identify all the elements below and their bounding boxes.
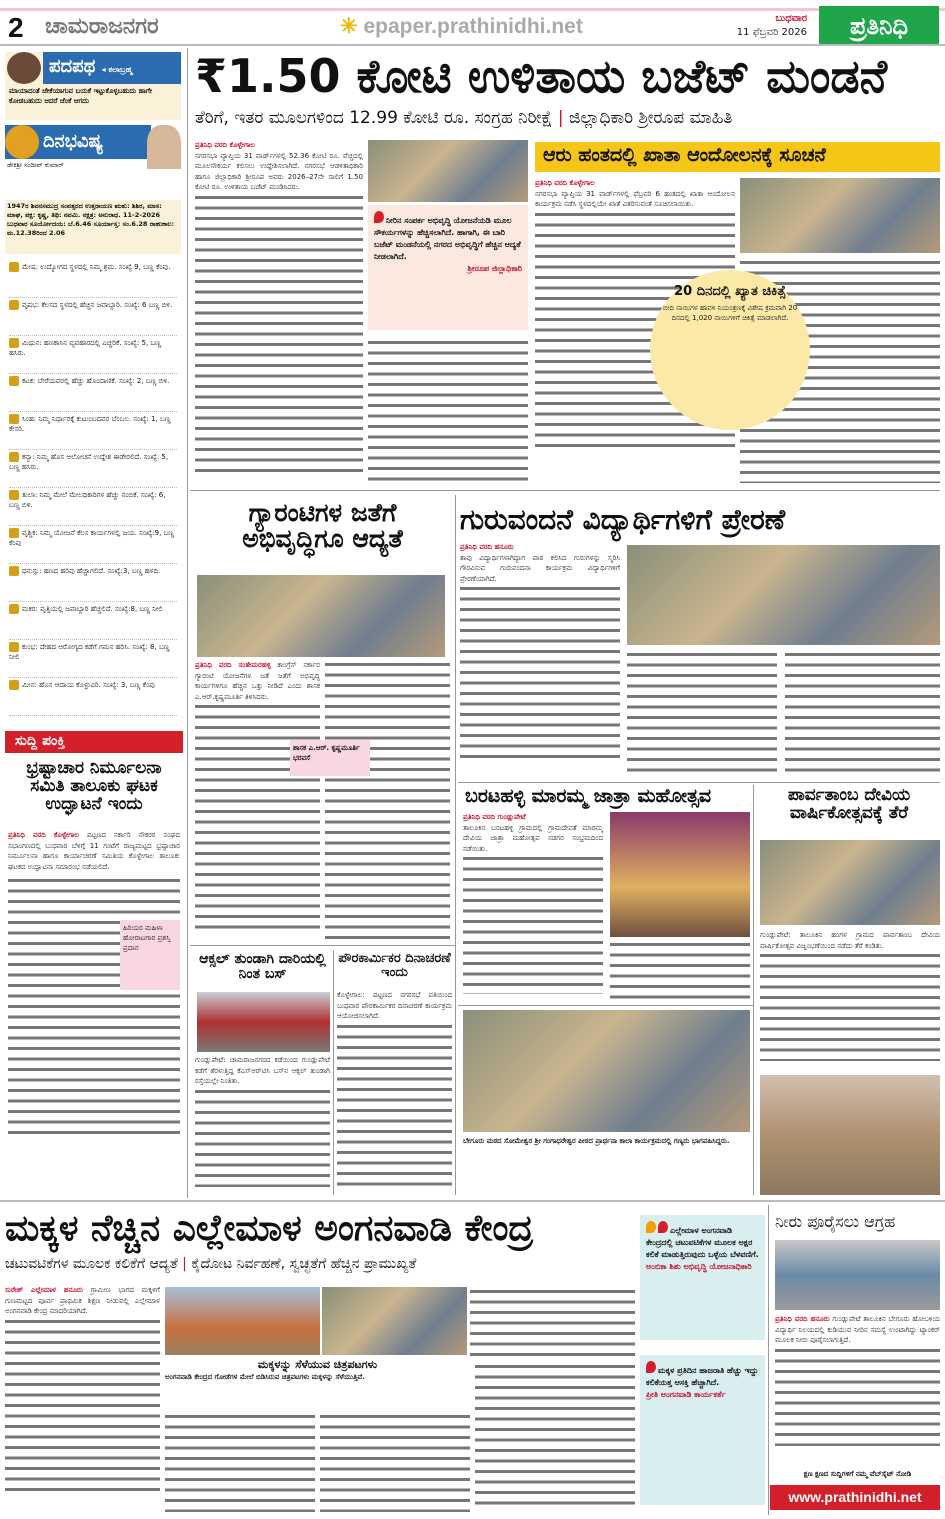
guru-text-3	[785, 650, 940, 777]
parvathamba-headline: ಪಾರ್ವತಾಂಬ ದೇವಿಯ ವಾರ್ಷಿಕೋತ್ಸವಕ್ಕೆ ತೆರೆ	[787, 785, 911, 823]
zodiac-sign-icon	[9, 566, 19, 576]
caption-text: ಅಂಗನವಾಡಿ ಕೇಂದ್ರದ ಗೋಡೆಗಳ ಮೇಲೆ ಬಿಡಿಸಿರುವ ಚಿತ್ರಪಟಗಳು ಮಕ್ಕಳನ್ನು ಸೆಳೆಯುತ್ತಿವೆ.	[165, 1373, 365, 1381]
horoscope-item	[9, 412, 177, 450]
zodiac-sign-icon	[9, 452, 19, 462]
quote-author: ಪ್ರೀತಿ ಅಂಗನವಾಡಿ ಕಾರ್ಯಕರ್ತೆ	[646, 1390, 726, 1399]
mutt-event-caption: ಬೇಗೂರು ಮಠದ ಸೋಮೇಶ್ವರ ಶ್ರೀ ಗಂಗಾಧರೇಶ್ವರ ಪೀಠದ ಪ್ರಾರ್ಥನಾ ಕಾಲಾ ಕಾರ್ಯಕ್ರಮದಲ್ಲಿ ಗಣ್ಯರು ಭಾಗವಹಿಸಿದ್ದರು.	[463, 1137, 730, 1145]
issue-date	[712, 12, 807, 40]
divider	[190, 945, 455, 946]
horoscope-list	[5, 258, 181, 728]
callout-title: 20 ದಿನದಲ್ಲಿ ಖ್ಯಾತ ಚಿಕಿತ್ಸೆ	[674, 284, 786, 299]
anganawadi-text-2	[470, 1287, 635, 1357]
anganawadi-quote-1: ಎಲ್ಲೇಮಾಳ ಅಂಗನವಾಡಿ ಕೇಂದ್ರದಲ್ಲಿ ಚಟುವಟಿಕೆಗಳ ಮೂಲಕ ಅಕ್ಷರ ಕಲಿಕೆ ಮಾಡುತ್ತಿರುವುದು ಒಳ್ಳೆಯ ಬೆಳವಣಿಗೆ. ಅಂಬಿಕಾ ಶಿಶು ಅಭಿವೃದ್ಧಿ ಯೋಜನಾಧಿಕಾರಿ	[640, 1215, 765, 1340]
khata-meeting-photo	[740, 178, 940, 253]
epaper-url[interactable]	[340, 14, 583, 39]
page-number: 2	[8, 12, 24, 43]
divider	[0, 1200, 945, 1202]
bus-photo	[197, 992, 330, 1052]
dateline: ಪ್ರತಿನಿಧಿ ವರದಿ ಕೊಳ್ಳೇಗಾಲ	[195, 141, 255, 149]
khata-callout	[650, 270, 810, 430]
zodiac-sign-icon	[9, 604, 19, 614]
cattle-photo	[760, 1075, 940, 1195]
zodiac-wheel-icon	[5, 125, 39, 159]
anganawadi-text-3	[165, 1412, 315, 1512]
horoscope-item	[9, 678, 177, 716]
anganawadi-headline: ಮಕ್ಕಳ ನೆಚ್ಚಿನ ಎಲ್ಲೇಮಾಳ ಅಂಗನವಾಡಿ ಕೇಂದ್ರ	[5, 1208, 534, 1249]
horoscope-item	[9, 260, 177, 298]
anganawadi-building-photo	[165, 1287, 320, 1355]
horoscope-text: ವೃಶ್ಚಿಕ: ನಿಮ್ಮ ಯೋಜನೆ ಕೆಲಸ ಕಾರ್ಯಗಳಲ್ಲಿ ಜಯ. ಸಂಖ್ಯೆ:9, ಬಣ್ಣ ಕೆಂಪು	[9, 529, 175, 547]
guarantee-text: ಕಾಂಗ್ರೆಸ್ ಸರ್ಕಾರ ಗ್ಯಾರಂಟಿ ಯೋಜನೆಗಳ ಜತೆ ಜತೆಗೆ ಅಭಿವೃದ್ಧಿ ಕಾರ್ಯಗಳಿಗೂ ಹೆಚ್ಚಿನ ಒತ್ತು ನೀಡಿದೆ ಎಂದು ಶಾಸಕ ಎ.ಆರ್.ಕೃಷ್ಣಮೂರ್ತಿ ತಿಳಿಸಿದರು.	[195, 661, 320, 701]
lead-headline: ₹1.50 ಕೋಟಿ ಉಳಿತಾಯ ಬಜೆಟ್ ಮಂಡನೆ	[195, 49, 888, 103]
horoscope-text: ವೃಷಭ: ಕೆಲಸದ ಸ್ಥಳದಲ್ಲಿ ಹೆಚ್ಚಿನ ಜವಾಬ್ದಾರಿ. ಸಂಖ್ಯೆ: 6 ಬಣ್ಣ ಬಿಳಿ.	[22, 301, 173, 309]
caption-title: ಮಕ್ಕಳನ್ನು ಸೆಳೆಯುವ ಚಿತ್ರಪಟಗಳು	[257, 1358, 378, 1371]
divider	[458, 782, 940, 783]
horoscope-item	[9, 602, 177, 640]
quote-icon	[646, 1221, 656, 1233]
padapatha-title: ಪದಪಥ ◂ ಕಲಾಬ್ರಹ್ಮ	[43, 52, 181, 84]
horoscope-text: ಸಿಂಹ: ನಿಮ್ಮ ನಿರ್ಧಾರಕ್ಕೆ ಕುಟುಂಬದವರ ಬೆಂಬಲ. ಸಂಖ್ಯೆ: 1, ಬಣ್ಣ ಕೇಸರಿ.	[9, 415, 171, 433]
horoscope-item	[9, 298, 177, 336]
parvathamba-photo	[760, 840, 940, 925]
jathre-photo	[610, 812, 750, 937]
guarantee-body: ಪ್ರತಿನಿಧಿ ವರದಿ ಸಂತೇಮರಹಳ್ಳಿ ಕಾಂಗ್ರೆಸ್ ಸರ್ಕಾರ ಗ್ಯಾರಂಟಿ ಯೋಜನೆಗಳ ಜತೆ ಜತೆಗೆ ಅಭಿವೃದ್ಧಿ ಕಾರ್ಯಗಳಿಗೂ ಹೆಚ್ಚಿನ ಒತ್ತು ನೀಡಿದೆ ಎಂದು ಶಾಸಕ ಎ.ಆರ್.ಕೃಷ್ಣಮೂರ್ತಿ ತಿಳಿಸಿದರು.	[195, 660, 320, 940]
lead-text: ನಗರಸಭಾ ವ್ಯಾಪ್ತಿಯ 31 ವಾರ್ಡ್‌ಗಳಲ್ಲಿ 52.36 ಕೋಟಿ ರೂ. ವೆಚ್ಚದಲ್ಲಿ ಮೂಲಸೌಕರ್ಯ ಕಲಿಸಲು ಉದ್ದೇಶಿಸಲಾಗಿದೆ. ನಗರಸಭೆ ಆಡಳಿತಾಧಿಕಾರಿ ಹಾಗೂ ಜಿಲ್ಲಾಧಿಕಾರಿ ಶ್ರೀರೂಪ ಅವರು 2026–27ನೇ ಸಾಲಿಗೆ 1.50 ಕೋಟಿ ರೂ. ಉಳಿತಾಯ ಬಜೆಟ್ ಮಂಡಿಸಿದರು.	[195, 151, 363, 191]
jathre-text: ತಾಲೂಕಿನ ಬರಟಹಳ್ಳಿ ಗ್ರಾಮದಲ್ಲಿ ಗ್ರಾಮದೇವತೆ ಮಾರಮ್ಮ ದೇವಿಯ ಜಾತ್ರಾ ಮಹೋತ್ಸವ ಸಡಗರ ಸಂಭ್ರಮದಿಂದ ನಡೆಯಿತು.	[463, 823, 603, 853]
zodiac-sign-icon	[9, 490, 19, 500]
zodiac-sign-icon	[9, 414, 19, 424]
suddi-label: ಸುದ್ದಿ ಪಂಕ್ತಿ	[5, 731, 183, 753]
mutt-event-photo	[463, 1010, 750, 1132]
anganawadi-text: ಗ್ರಾಮೀಣ ಭಾಗದ ಮಕ್ಕಳಿಗೆ ಗುಣಮಟ್ಟದ ಪೂರ್ವ ಪ್ರಾಥಮಿಕ ಶಿಕ್ಷಣ ನೀಡುವಲ್ಲಿ ಎಲ್ಲೇಮಾಳ ಅಂಗನವಾಡಿ ಕೇಂದ್ರ ಮಾದರಿಯಾಗಿದೆ.	[5, 1286, 160, 1315]
anganawadi-quote-2: ಮಕ್ಕಳ ಪ್ರತಿದಿನ ಹಾಜರಾತಿ ಹೆಚ್ಚು ಇದ್ದು ಕಲಿಕೆಯತ್ತ ಆಸಕ್ತಿ ಹೆಚ್ಚಾಗಿದೆ. ಪ್ರೀತಿ ಅಂಗನವಾಡಿ ಕಾರ್ಯಕರ್ತೆ	[640, 1355, 765, 1505]
suddi-headline: ಭ್ರಷ್ಟಾಚಾರ ನಿರ್ಮೂಲನಾ ಸಮಿತಿ ತಾಲೂಕು ಘಟಕ ಉದ್ಘಾಟನೆ ಇಂದು	[26, 758, 162, 814]
callout-text: ಬೀದಿ ನಾಯಿಗಳ ಹಾವಳಿ ನಿಯಂತ್ರಣಕ್ಕೆ ವಿಶೇಷ ಕ್ರಮವಾಗಿ 20 ದಿನದಲ್ಲಿ 1,020 ನಾಯಿಗಳಿಗೆ ಚಿಕಿತ್ಸೆ ಮಾಡಲಾಗಿದೆ.	[662, 304, 798, 322]
guru-headline: ಗುರುವಂದನೆ ವಿದ್ಯಾರ್ಥಿಗಳಿಗೆ ಪ್ರೇರಣೆ	[460, 503, 786, 536]
horoscope-text: ಕಟಕ: ಬೇರೆಯವರಲ್ಲಿ ಹೆಚ್ಚು ಹೊಂದಾಣಿಕೆ. ಸಂಖ್ಯೆ: 2, ಬಣ್ಣ ಬಿಳಿ.	[22, 377, 170, 385]
guarantee-headline: ಗ್ಯಾರಂಟಿಗಳ ಜತೆಗೆ ಅಭಿವೃದ್ಧಿಗೂ ಆದ್ಯತೆ	[242, 498, 403, 554]
zodiac-sign-icon	[9, 680, 19, 690]
horoscope-item	[9, 488, 177, 526]
astrologer-name: ಡೇಕಿಶ್ರೀ ಸಂದೀಪ್ ಕುಮಾರ್	[7, 161, 64, 169]
jathre-headline: ಬರಟಹಳ್ಳಿ ಮಾರಮ್ಮ ಜಾತ್ರಾ ಮಹೋತ್ಸವ	[465, 785, 712, 807]
horoscope-text: ಮೇಷ: ಉದ್ಯೋಗದ ಸ್ಥಳದಲ್ಲಿ ನಿಮ್ಮ ಶ್ರಮ. ಸಂಖ್ಯೆ 9, ಬಣ್ಣ ಕೆಂಪು.	[22, 263, 171, 271]
dateline: ಪ್ರತಿನಿಧಿ ವರದಿ ಕೊಳ್ಳೇಗಾಲ	[535, 179, 595, 187]
guarantee-tag: ಶಾಸಕ ಎ.ಆರ್. ಕೃಷ್ಣಮೂರ್ತಿ ಭರವಸೆ	[290, 740, 370, 776]
suddi-body	[8, 830, 180, 1195]
zodiac-sign-icon	[9, 376, 19, 386]
guarantee-photo	[197, 575, 445, 657]
day: ಬುಧವಾರ	[775, 13, 807, 24]
anganawadi-text-5	[475, 1362, 635, 1512]
guarantee-text-continued	[325, 660, 450, 940]
padapatha-text: ಮಾಯಾದಂತೆ ಜೇಕೆಯಾಗುವ ಬಯಕೆ ಇಟ್ಟುಕೊಳ್ಳಬಹುದು ಹಾಗೇ ಕೋಡಬಹುದು ಆದರೆ ಜೆಂಕೆ ಆಗದು	[9, 87, 152, 105]
horoscope-item	[9, 374, 177, 412]
horoscope-text: ಕುಂಭ: ದೇಹದ ಆರೋಗ್ಯದ ಕಡೆಗೆ ಗಮನ ಹರಿಸಿ. ಸಂಖ್ಯೆ: 8, ಬಣ್ಣ ನೀಲಿ	[9, 643, 170, 661]
divider	[458, 1005, 753, 1006]
bus-text: ಗುಂಡ್ಲುಪೇಟೆ: ಚಾಮರಾಜನಗರದ ಕಡೆಯಿಂದ ಗುಂಡ್ಲುಪೇಟೆ ಕಡೆಗೆ ತೆರಳುತ್ತಿದ್ದ ಕೆಎಸ್ಆರ್‌ಟಿಸಿ ಬಸ್‌ನ ಆಕ್ಸಲ್ ತುಂಡಾಗಿ ರಸ್ತೆಯಲ್ಲೇ ನಿಂತಿತು.	[195, 1056, 330, 1085]
horoscope-item	[9, 336, 177, 374]
horoscope-item	[9, 526, 177, 564]
lead-quote: ನೀರಿನ ಸಂಪರ್ಕ ಅಭಿವೃದ್ಧಿ ಯೋಜನೆಯಡಿ ಮೂಲ ಸೌಕರ್ಯಗಳನ್ನು ಹೆಚ್ಚಿಸಲಾಗಿದೆ. ಹಾಗಾಗಿ, ಈ ಬಾರಿ ಬಜೆಟ್ ಮಂಡನೆಯಲ್ಲಿ ನಗರದ ಅಭಿವೃದ್ಧಿಗೆ ಹೆಚ್ಚಿನ ಆದ್ಯತೆ ನೀಡಲಾಗಿದೆ. ಶ್ರೀರೂಪ ಜಿಲ್ಲಾಧಿಕಾರಿ	[368, 205, 528, 330]
khata-text: ನಗರಸಭಾ ವ್ಯಾಪ್ತಿಯ 31 ವಾರ್ಡ್‌ಗಳಲ್ಲಿ ಫೆಬ್ರವರಿ 6 ಹಂತದಲ್ಲಿ ಖಾತಾ ಆಂದೋಲನ ಕಾರ್ಯಕ್ರಮ ನಡೆಸಿ ಸ್ಥಳದಲ್ಲಿಯೇ ಖಾತೆ ವಿತರಿಸುವಂತೆ ಸೂಚಿಸಲಾಯಿತು.	[535, 189, 735, 208]
quote-icon	[646, 1361, 656, 1373]
horoscope-text: ಮಕರ: ವೃತ್ತಿಯಲ್ಲಿ ಜವಾಬ್ದಾರಿ ಹೆಚ್ಚಲಿದೆ. ಸಂಖ್ಯೆ:8, ಬಣ್ಣ ನೀಲಿ	[22, 605, 163, 613]
lead-text-continued	[368, 338, 528, 483]
anganawadi-subhead: ಚಟುವಟಿಕೆಗಳ ಮೂಲಕ ಕಲಿಕೆಗೆ ಆದ್ಯತೆ | ಕೈದೋಟ ನಿರ್ವಹಣೆ, ಸ್ವಚ್ಛತೆಗೆ ಹೆಚ್ಚಿನ ಪ್ರಾಮುಖ್ಯತೆ	[5, 1256, 417, 1272]
column-divider	[753, 785, 754, 1195]
column-divider	[333, 950, 334, 1195]
panchanga: 1947ರ ಶಿವನಸಮುದ್ರ ಸಂವತ್ಸರದ ಉತ್ತರಾಯಣ ಋತು: ಶಿಶಿರ, ಮಾಸ: ಮಾಘ, ಪಕ್ಷ: ಕೃಷ್ಣ, ತಿಥಿ: ನವಮಿ. ನಕ್ಷತ್ರ: ಅನುರಾಧ. 11-2-2026 ಬುಧವಾರ ಸೂರ್ಯೋದಯ: ಬೆ.6.46 ಸೂರ್ಯಾಸ್ತ: ಸಂ.6.28 ರಾಹುಕಾಲ: ಮ.12.38ರಿಂದ 2.06	[5, 200, 181, 254]
zodiac-sign-icon	[9, 642, 19, 652]
anganawadi-children-photo	[322, 1287, 467, 1355]
suddi-text: ಪಟ್ಟಣದ ಸರ್ಕಾರಿ ನೌಕರರ ಸಂಘದ ಸಭಾಂಗಣದಲ್ಲಿ ಬುಧವಾರ ಬೆಳಿಗ್ಗೆ 11 ಗಂಟೆಗೆ ರಾಜ್ಯಮಟ್ಟದ ಭ್ರಷ್ಟಾಚಾರ ನಿರ್ಮೂಲನಾ ಹಾಗೂ ಕಾರ್ಯಾಚರಣೆ ಸಮಿತಿಯ ಕೊಳ್ಳೇಗಾಲ ತಾಲೂಕು ಘಟಕದ ಉದ್ಘಾಟನಾ ಸಮಾರಂಭ ನಡೆಯಲಿದೆ.	[8, 831, 180, 871]
water-text: ಗುಂಡ್ಲುಪೇಟೆ ತಾಲೂಕಿನ ಬೇಗೂರು ಹೋಬಳಿಯ ವಿದ್ಯಾರ್ಥಿ ನಿಲಯದಲ್ಲಿ ಕುಡಿಯುವ ನೀರಿನ ಸಮಸ್ಯೆ ಉಂಟಾಗಿದ್ದು ಟ್ಯಾಂಕರ್ ಮೂಲಕ ನೀರು ಪೂರೈಸಲಾಗುತ್ತಿದೆ.	[775, 1315, 940, 1344]
horoscope-item	[9, 450, 177, 488]
khata-headline: ಆರು ಹಂತದಲ್ಲಿ ಖಾತಾ ಆಂದೋಲನಕ್ಕೆ ಸೂಚನೆ	[535, 142, 940, 172]
guru-photo	[627, 545, 940, 645]
top-border	[0, 8, 945, 11]
dinabhavishya-box	[5, 125, 181, 200]
divider	[190, 490, 940, 491]
astrologer-photo	[147, 125, 181, 169]
horoscope-text: ಕನ್ಯಾ: ನಿಮ್ಮ ಹೊಸ ಆಲೋಚನೆ ಉದ್ದೇಶ ಈಡೇರಲಿದೆ. ಸಂಖ್ಯೆ: 5, ಬಣ್ಣ ಹಸಿರು.	[9, 453, 169, 471]
jathre-caption	[610, 940, 750, 1002]
column-divider	[187, 48, 188, 1198]
lead-subhead: ತೆರಿಗೆ, ಇತರ ಮೂಲಗಳಿಂದ 12.99 ಕೋಟಿ ರೂ. ಸಂಗ್ರಹ ನಿರೀಕ್ಷೆ | ಜಿಲ್ಲಾಧಿಕಾರಿ ಶ್ರೀರೂಪ ಮಾಹಿತಿ	[195, 108, 733, 128]
budget-meeting-photo	[368, 140, 528, 202]
lead-body	[195, 140, 363, 485]
water-body: ಪ್ರತಿನಿಧಿ ವರದಿ ಹನೂರು ಗುಂಡ್ಲುಪೇಟೆ ತಾಲೂಕಿನ ಬೇಗೂರು ಹೋಬಳಿಯ ವಿದ್ಯಾರ್ಥಿ ನಿಲಯದಲ್ಲಿ ಕುಡಿಯುವ ನೀರಿನ ಸಮಸ್ಯೆ ಉಂಟಾಗಿದ್ದು ಟ್ಯಾಂಕರ್ ಮೂಲಕ ನೀರು ಪೂರೈಸಲಾಗುತ್ತಿದೆ.	[775, 1314, 940, 1464]
anganawadi-text-4	[320, 1412, 470, 1512]
zodiac-sign-icon	[9, 528, 19, 538]
zodiac-sign-icon	[9, 300, 19, 310]
dateline: ಪ್ರತಿನಿಧಿ ವರದಿ ಕೊಳ್ಳೇಗಾಲ	[8, 831, 80, 839]
column-divider	[455, 495, 456, 1195]
guru-text-2	[627, 650, 777, 777]
section-name: ಚಾಮರಾಜನಗರ	[45, 14, 159, 39]
bus-headline: ಆಕ್ಸಲ್ ತುಂಡಾಗಿ ದಾರಿಯಲ್ಲಿ ನಿಂತ ಬಸ್	[199, 951, 326, 982]
zodiac-sign-icon	[9, 338, 19, 348]
guru-text: ತಾವು ವಿದ್ಯಾರ್ಥಿಗಳಾಗಿದ್ದಾಗ ಪಾಠ ಕಲಿಸಿದ ಗುರುಗಳನ್ನು ಸ್ಮರಿಸಿ ಗೌರವಿಸುವ ಗುರುವಂದನಾ ಕಾರ್ಯಕ್ರಮ ವಿದ್ಯಾರ್ಥಿಗಳಿಗೆ ಪ್ರೇರಣೆಯಾಗಿದೆ.	[460, 553, 620, 583]
parvathamba-text: ಗುಂಡ್ಲುಪೇಟೆ: ತಾಲೂಕಿನ ಹಂಗಳ ಗ್ರಾಮದ ಪಾರ್ವತಾಂಬ ದೇವಿಯ ವಾರ್ಷಿಕೋತ್ಸವ ವಿಜೃಂಭಣೆಯಿಂದ ನಡೆದು ತೆರೆ ಕಂಡಿತು.	[760, 931, 940, 950]
quote-author: ಅಂಬಿಕಾ ಶಿಶು ಅಭಿವೃದ್ಧಿ ಯೋಜನಾಧಿಕಾರಿ	[646, 1262, 752, 1271]
columnist-photo	[7, 52, 41, 84]
jathre-body: ಪ್ರತಿನಿಧಿ ವರದಿ ಗುಂಡ್ಲುಪೇಟೆ ತಾಲೂಕಿನ ಬರಟಹಳ್ಳಿ ಗ್ರಾಮದಲ್ಲಿ ಗ್ರಾಮದೇವತೆ ಮಾರಮ್ಮ ದೇವಿಯ ಜಾತ್ರಾ ಮಹೋತ್ಸವ ಸಡಗರ ಸಂಭ್ರಮದಿಂದ ನಡೆಯಿತು.	[463, 812, 603, 1002]
website-link[interactable]: www.prathinidhi.net	[770, 1485, 940, 1510]
quote-icon	[374, 211, 384, 223]
padapatha-box	[5, 52, 181, 120]
horoscope-text: ಧನುಸ್ಸು: ಹಣದ ಹರಿವು ಹೆಚ್ಚಾಗಲಿದೆ. ಸಂಖ್ಯೆ:3, ಬಣ್ಣ ಹಳದಿ.	[22, 567, 161, 575]
horoscope-text: ಮೀನ: ಹೊಸ ಆದಾಯ ಕೊಳ್ಳುವಿರಿ. ಸಂಖ್ಯೆ: 3, ಬಣ್ಣ ಕೆಂಪು	[22, 681, 155, 689]
horoscope-text: ಮಿಥುನ: ಹಣಕಾಸಿನ ವ್ಯವಹಾರದಲ್ಲಿ ಎಚ್ಚರಿಕೆ. ಸಂಖ್ಯೆ: 5, ಬಣ್ಣ ಹಸಿರು.	[9, 339, 162, 357]
pourakarmika-text: ಕೊಳ್ಳೇಗಾಲ: ಪಟ್ಟಣದ ನಗರಸಭೆ ವತಿಯಿಂದ ಬುಧವಾರ ಪೌರಕಾರ್ಮಿಕರ ದಿನಾಚರಣೆ ಕಾರ್ಯಕ್ರಮ ಆಯೋಜಿಸಲಾಗಿದೆ.	[337, 991, 452, 1020]
quote-author: ಶ್ರೀರೂಪ ಜಿಲ್ಲಾಧಿಕಾರಿ	[467, 264, 522, 273]
photo-caption-box	[165, 1358, 470, 1408]
water-tanker-photo	[775, 1240, 940, 1310]
zodiac-sign-icon	[9, 262, 19, 272]
horoscope-item	[9, 640, 177, 678]
guru-body: ಪ್ರತಿನಿಧಿ ವರದಿ ಹನೂರು ತಾವು ವಿದ್ಯಾರ್ಥಿಗಳಾಗಿದ್ದಾಗ ಪಾಠ ಕಲಿಸಿದ ಗುರುಗಳನ್ನು ಸ್ಮರಿಸಿ ಗೌರವಿಸುವ ಗುರುವಂದನಾ ಕಾರ್ಯಕ್ರಮ ವಿದ್ಯಾರ್ಥಿಗಳಿಗೆ ಪ್ರೇರಣೆಯಾಗಿದೆ.	[460, 542, 620, 777]
pourakarmika-headline: ಪೌರಕಾರ್ಮಿಕರ ದಿನಾಚರಣೆ ಇಂದು	[338, 951, 451, 980]
bus-body	[195, 1055, 330, 1195]
water-headline: ನೀರು ಪೂರೈಸಲು ಆಗ್ರಹ	[775, 1212, 896, 1231]
horoscope-text: ತುಲಾ: ನಿಮ್ಮ ಮೇಲೆ ಮೇಲಧಿಕಾರಿಗಳ ಹೆಚ್ಚು ನಂಬಿಕೆ. ಸಂಖ್ಯೆ: 6, ಬಣ್ಣ ಬಿಳಿ.	[9, 491, 166, 509]
date: 11 ಫೆಬ್ರವರಿ 2026	[736, 27, 807, 38]
masthead-logo: ಪ್ರತಿನಿಧಿ	[819, 6, 939, 46]
sparkle-icon: ✳	[340, 15, 358, 38]
website-promo: ಕ್ಷಣ ಕ್ಷಣದ ಸುದ್ದಿಗಳಿಗೆ ನಮ್ಮ ವೆಬ್‌ಸೈಟ್ ನೋಡಿ	[803, 1470, 912, 1478]
suddi-tag: ಹಿರಿಯರ ಮಹಿಳಾ ಹೋರಾಟಗಾರ ಪ್ರಶಸ್ತಿ ಪ್ರದಾನ	[120, 920, 180, 990]
url-text: epaper.prathinidhi.net	[363, 15, 583, 38]
header-divider	[0, 44, 945, 46]
anganawadi-body: ಸುರೇಶ್ ಎಲ್ಲೇಮಾಳ ಹನೂರು ಗ್ರಾಮೀಣ ಭಾಗದ ಮಕ್ಕಳಿಗೆ ಗುಣಮಟ್ಟದ ಪೂರ್ವ ಪ್ರಾಥಮಿಕ ಶಿಕ್ಷಣ ನೀಡುವಲ್ಲಿ ಎಲ್ಲೇಮಾಳ ಅಂಗನವಾಡಿ ಕೇಂದ್ರ ಮಾದರಿಯಾಗಿದೆ.	[5, 1285, 160, 1510]
column-divider	[768, 1205, 769, 1515]
pourakarmika-body	[337, 990, 452, 1195]
parvathamba-body	[760, 930, 940, 1070]
horoscope-item	[9, 564, 177, 602]
dinabhavishya-title: ದಿನಭವಿಷ್ಯ	[5, 125, 151, 159]
